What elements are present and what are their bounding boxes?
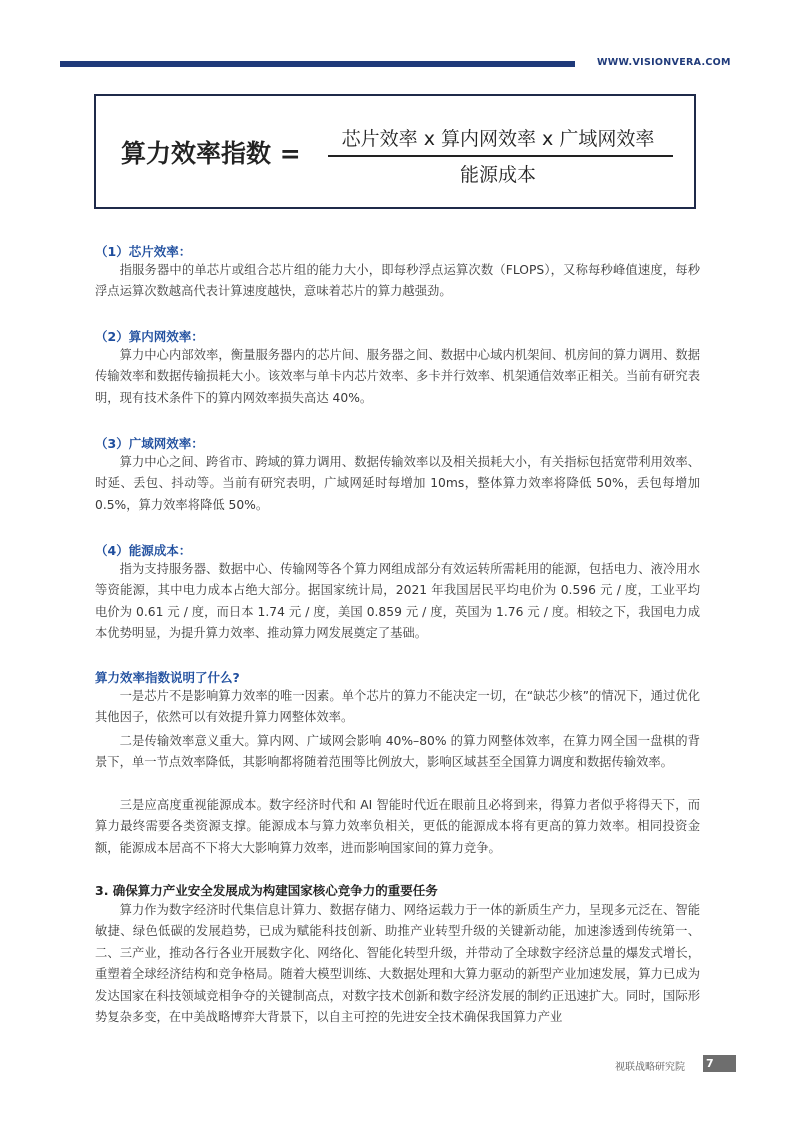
section-heading-intranet: （2）算内网效率： (95, 329, 204, 344)
formula-denominator: 能源成本 (459, 164, 536, 186)
explain-heading: 算力效率指数说明了什么? (95, 670, 240, 685)
header-bar (60, 61, 575, 67)
formula-numerator: 芯片效率 x 算内网效率 x 广域网效率 (341, 128, 655, 150)
formula-lhs: 算力效率指数 = (121, 139, 301, 168)
section-body-chip: 指服务器中的单芯片或组合芯片组的能力大小，即每秒浮点运算次数（FLOPS），又称每秒峰值速度，每秒浮点运算次数越高代表计算速度越快，意味着芯片的算力越强劲。 (95, 263, 700, 299)
explain-para-1: 一是芯片不是影响算力效率的唯一因素。单个芯片的算力不能决定一切，在“缺芯少核”的情况下，通过优化其他因子，依然可以有效提升算力网整体效率。 (95, 689, 700, 725)
explain-para-2: 二是传输效率意义重大。算内网、广域网会影响 40%–80% 的算力网整体效率，在算力网全国一盘棋的背景下，单一节点效率降低，其影响都将随着范围等比例放大，影响区域甚至全国算力调度和数据传输效率。 (95, 734, 700, 770)
section3-heading: 3. 确保算力产业安全发展成为构建国家核心竞争力的重要任务 (95, 883, 438, 898)
section-heading-energy: （4）能源成本： (95, 543, 192, 558)
fraction-line (328, 155, 673, 157)
site-url: WWW.VISIONVERA.COM (597, 57, 731, 68)
footer-institute: 视联战略研究院 (615, 1062, 685, 1073)
formula-box (94, 94, 696, 209)
section-body-energy: 指为支持服务器、数据中心、传输网等各个算力网组成部分有效运转所需耗用的能源，包括电力、液冷用水等资能源，其中电力成本占绝大部分。据国家统计局，2021 年我国居民平均电价为 0.596 元 / 度，工业平均电价为 0.61 元 / 度，而日本 1.74 元 / 度，美国 0.859 元 / 度，英国为 1.76 元 / 度。相较之下，我国电力成本优势明显，为提升算力效率、推动算力网发展奠定了基础。 (95, 562, 700, 641)
explain-para-3: 三是应高度重视能源成本。数字经济时代和 AI 智能时代近在眼前且必将到来，得算力者似乎将得天下，而算力最终需要各类资源支撑。能源成本与算力效率负相关，更低的能源成本将有更高的算力效率。相同投资金额，能源成本居高不下将大大影响算力效率，进而影响国家间的算力竞争。 (95, 798, 700, 855)
section-heading-wan: （3）广域网效率： (95, 436, 204, 451)
section3-body: 算力作为数字经济时代集信息计算力、数据存储力、网络运载力于一体的新质生产力，呈现多元泛在、智能敏捷、绿色低碳的发展趋势，已成为赋能科技创新、助推产业转型升级的关键新动能，加速渗透到传统第一、二、三产业，推动各行各业开展数字化、网络化、智能化转型升级，并带动了全球数字经济总量的爆发式增长，重塑着全球经济结构和竞争格局。随着大模型训练、大数据处理和大算力驱动的新型产业加速发展，算力已成为发达国家在科技领域竞相争夺的关键制高点，对数字技术创新和数字经济发展的制约正迅速扩大。同时，国际形势复杂多变，在中美战略博弈大背景下，以自主可控的先进安全技术确保我国算力产业 (95, 903, 700, 1025)
section-body-intranet: 算力中心内部效率，衡量服务器内的芯片间、服务器之间、数据中心域内机架间、机房间的算力调用、数据传输效率和数据传输损耗大小。该效率与单卡内芯片效率、多卡并行效率、机架通信效率正相关。当前有研究表明，现有技术条件下的算内网效率损失高达 40%。 (95, 348, 700, 405)
section-heading-chip: （1）芯片效率： (95, 244, 192, 259)
section-body-wan: 算力中心之间、跨省市、跨域的算力调用、数据传输效率以及相关损耗大小，有关指标包括宽带利用效率、时延、丢包、抖动等。当前有研究表明，广域网延时每增加 10ms，整体算力效率将降低 50%，丢包每增加 0.5%，算力效率将降低 50%。 (95, 455, 700, 512)
page-number: 7 (706, 1057, 714, 1070)
